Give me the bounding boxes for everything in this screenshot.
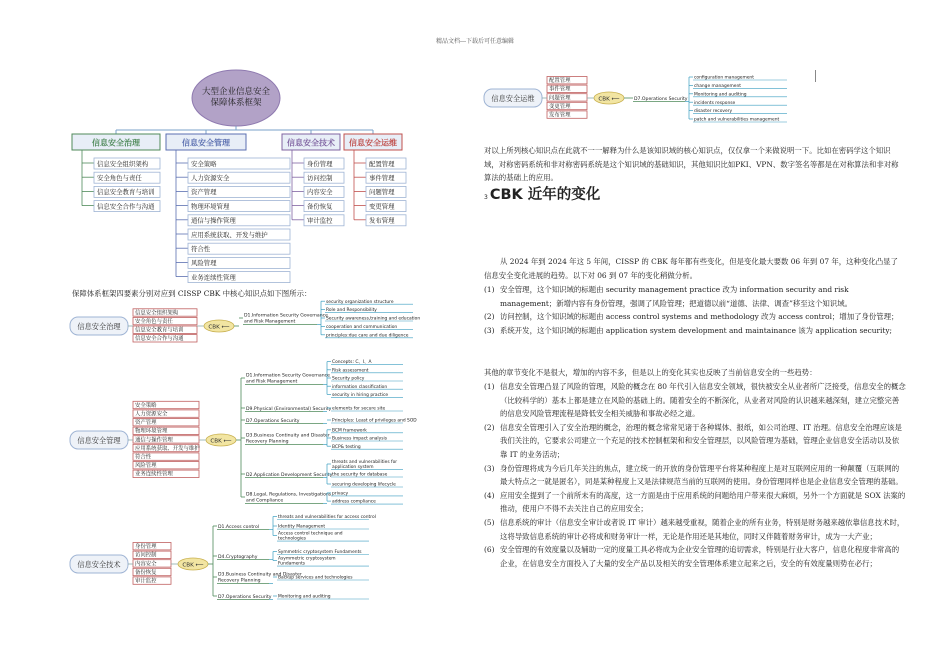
map-item-label: 配置管理 [549, 78, 571, 85]
branch-item-label: 人力资源安全 [191, 174, 230, 183]
change-number: (1) [484, 285, 495, 294]
branch-item-label: 物理环境管理 [191, 202, 230, 211]
branch-item-label: 信息安全教育与培训 [97, 188, 155, 197]
change-number: (2) [484, 312, 495, 322]
trend-text: 信息系统的审计（信息安全审计或者说 IT 审计）越来越受重视，随着企业的所有业务，特别是财务越来越依靠信息技术时，这将导致信息系统的审计必将成和财务审计一样，无论是作用还是其地位，同时又伴随着财务审计，成为一大产业； [500, 517, 905, 541]
knowledge-point: securing developing lifecycle [332, 482, 396, 488]
trend-number: (1) [484, 382, 495, 391]
map-item-label: 人力资源安全 [135, 411, 168, 418]
knowledge-point: change management [694, 84, 741, 89]
cbk-label: CBK ⟵ [182, 562, 204, 569]
knowledge-point: cooperation and communication [326, 325, 398, 330]
trend-item [484, 380, 906, 421]
branch-item-label: 内容安全 [307, 188, 333, 197]
trend-text: 信息安全管理凸显了风险的管理，风险的概念在 80 年代引入信息安全领域，很快被安全从业者所广泛接受，信息安全的概念（比较科学的）基本上都是建立在风险的基础上的。随着安全的不断深化，从业者对风险的认识越来越深刻，建立完整完善的信息安风险管理流程是降低安全相关威胁和事故必经之道。 [500, 382, 906, 419]
knowledge-point: Identity Management [278, 524, 326, 530]
cbk-label: CBK ⟵ [210, 438, 232, 445]
knowledge-point: principles:due care and due diligence [326, 333, 409, 339]
cbk-label: CBK ⟵ [598, 96, 620, 103]
knowledge-point: elements for secure site [332, 406, 386, 412]
branch-item-label: 配置管理 [369, 159, 395, 168]
map-item-label: 事件管理 [549, 86, 571, 93]
branch-item-label: 资产管理 [191, 188, 217, 197]
trend-item [484, 543, 906, 570]
trend-text: 安全管理的有效度量以及辅助一定的度量工具必将成为企业安全管理的追切需求，特别是行业大客户，信息化程度非常高的企业，在信息安全方面投入了大量的安全产品以及相关的安全管理体系建立起来之后，安全的有效度量则势在必行； [500, 545, 900, 568]
knowledge-point: patch and vulnerabilities management [694, 117, 780, 123]
change-item [484, 283, 906, 310]
branch-item-label: 信息安全组织架构 [97, 159, 149, 168]
knowledge-point: disaster recovery [694, 109, 733, 115]
section-heading [484, 189, 600, 205]
knowledge-point: privacy [332, 491, 349, 497]
knowledge-point: address compliance [332, 499, 376, 505]
trend-item [484, 489, 906, 516]
trend-number: (6) [484, 545, 495, 555]
domain-label: D2.Application Development Security [246, 472, 333, 478]
knowledge-point: Risk assessment [332, 368, 369, 374]
branch-title: 信息安全运维 [349, 138, 397, 148]
change-text: 系统开发，这个知识域的标题由 application system development and maintainance 该为 application security; [500, 325, 893, 335]
branch-item-label: 通信与操作管理 [191, 216, 236, 225]
map-item-label: 风险管理 [135, 463, 157, 470]
map-item-label: 发布管理 [549, 112, 571, 119]
domain-label: D1.Information Security Governance and Risk Management [246, 373, 331, 385]
cbk-label: CBK ⟵ [208, 324, 230, 331]
knowledge-point: threats and vulnerabilities for application system [332, 460, 398, 471]
knowledge-point: Symmetric cryptosystem Fundaments [278, 550, 362, 556]
branch-item-label: 访问控制 [307, 174, 333, 183]
change-text: 访问控制，这个知识域的标题由 access control systems and methodology 改为 access control；增加了身份管理； [500, 312, 899, 322]
knowledge-point: incidents response [694, 100, 736, 106]
knowledge-point: security organization structure [326, 299, 394, 305]
change-text: 安全管理，这个知识域的标题由 security management practice 改为 information security and risk management；新增内容有身份管理，强调了风险管理；把道德以前“道德、法律、调查”移至这个知识域。 [500, 285, 852, 308]
branch-title: 信息安全技术 [287, 138, 335, 148]
map-item-label: 符合性 [135, 454, 152, 461]
branch-title: 信息安全治理 [92, 138, 140, 148]
trend-item [484, 421, 906, 462]
map-item-label: 应用系统获取、开发与维护 [135, 445, 200, 452]
domain-label: D8.Legal, Regulations, Investigations and Compliance [246, 492, 332, 504]
knowledge-point: security in hiring practice [332, 393, 389, 398]
knowledge-point: the security for database [332, 472, 388, 478]
map-item-label: 变更管理 [549, 103, 571, 110]
map-item-label: 通信与操作管理 [135, 437, 173, 444]
knowledge-point: Access control technique and technologies [278, 531, 343, 542]
trend-number: (3) [484, 463, 495, 473]
branch-item-label: 发布管理 [369, 216, 395, 225]
knowledge-point: Security awareness,training and education [326, 316, 421, 322]
knowledge-point: Asymmetric cryptosystem Fundaments [278, 556, 336, 567]
map-item-label: 信息安全合作与沟通 [135, 336, 184, 343]
branch-item-label: 审计监控 [307, 216, 333, 225]
framework-root-label: 大型企业信息安全保障体系框架 [201, 87, 271, 108]
change-item [484, 324, 906, 338]
map-item-label: 安全角色与责任 [135, 319, 173, 326]
branch-item-label: 安全角色与责任 [97, 174, 142, 183]
trend-item [484, 516, 906, 543]
map-root-label: 信息安全管理 [77, 436, 121, 445]
map-root-label: 信息安全治理 [77, 322, 121, 331]
trend-number: (5) [484, 517, 495, 527]
trend-text: 应用安全提到了一个前所未有的高度，这一方面是由于应用系统的问题给用户带来很大麻烦，另外一个方面就是 SOX 法案的推动，使用户不得不去关注自己的应用安全； [500, 490, 906, 514]
map-item-label: 身份管理 [135, 544, 157, 551]
branch-item-label: 身份管理 [307, 159, 333, 168]
knowledge-point: Monitoring and auditing [694, 92, 747, 98]
section-number: 3 [484, 194, 488, 201]
change-item [484, 310, 906, 324]
figure-caption: 保障体系框架四要素分别对应到 CISSP CBK 中核心知识点如下图所示： [72, 289, 312, 298]
branch-item-label: 变更管理 [369, 202, 395, 211]
branch-title: 信息安全管理 [182, 138, 230, 148]
knowledge-point: Business impact analysis [332, 436, 388, 442]
domain-label: D4.Cryptography [218, 554, 258, 560]
branch-item-label: 风险管理 [191, 259, 217, 268]
knowledge-point: Role and Responsibility [326, 308, 377, 314]
map-item-label: 备份恢复 [135, 569, 157, 576]
map-root-label: 信息安全运维 [491, 94, 535, 103]
knowledge-point: Principles: Least of privileges and SOD [332, 418, 417, 424]
text-cursor [815, 70, 816, 82]
map-root-label: 信息安全技术 [77, 560, 121, 569]
operations-cbk-map [478, 62, 818, 144]
trend-text: 信息安全管理引入了安全治理的概念，治理的概念常常见诸于各种媒体、报纸，如公司治理、IT 治理。信息安全治理应该是我们关注的，它要求公司建立一个充足的技术控制框架和和安全管理层，以风险管理为基础，管理企业信息安全活动以及依靠 IT 的业务活动； [500, 422, 902, 459]
branch-item-label: 备份恢复 [307, 202, 333, 211]
explanation-paragraph: 对以上所列核心知识点在此就不一一解释为什么是该知识域的核心知识点，仅仅拿一个来做说明一下。比如在密码学这个知识域，对称密码系统和非对称密码系统是这个知识域的基础知识，其他知识比如PKI、VPN、数字签名等都是在对称算法和非对称算法的基础上的应用。 [484, 146, 899, 183]
trend-number: (2) [484, 422, 495, 432]
map-item-label: 物理环境管理 [135, 428, 168, 435]
branch-item-label: 问题管理 [369, 188, 395, 197]
branch-item-label: 事件管理 [369, 174, 395, 183]
domain-label: D7.Operations Security [218, 594, 272, 600]
domain-label: D1.Information Security Governance and Risk Management [244, 313, 329, 325]
domain-label: D7.Operations Security [634, 96, 688, 102]
map-item-label: 资产管理 [135, 420, 157, 427]
page-header: 精品文档---下载后可任意编辑 [435, 38, 515, 45]
domain-label: D7.Operations Security [246, 418, 300, 424]
trend-number: (4) [484, 490, 495, 500]
map-item-label: 信息安全教育与培训 [135, 327, 184, 334]
knowledge-point: Security policy [332, 376, 365, 382]
intro-paragraph: 从 2024 年到 2024 年这 5 年间，CISSP 的 CBK 每年都有些变化，但是变化最大要数 06 年到 07 年，这种变化凸显了信息安全变化进展的趋势。以下对 06 到 07 年的变化稍做分析。 [484, 257, 898, 280]
knowledge-point: threats and vulnerabilities for access control [278, 515, 376, 521]
knowledge-point: Monitoring and auditing [278, 594, 331, 600]
branch-item-label: 业务连续性管理 [191, 273, 236, 282]
branch-item-label: 安全策略 [191, 159, 217, 168]
section-title: CBK 近年的变化 [489, 187, 601, 203]
map-item-label: 访问控制 [135, 552, 157, 559]
knowledge-point: information classification [332, 384, 388, 390]
knowledge-point: Backup services and technologies [278, 575, 353, 581]
branch-item-label: 信息安全合作与沟通 [97, 202, 155, 211]
knowledge-point: BCP& testing [332, 444, 361, 450]
domain-label: D9.Physical (Environmental) Security [246, 406, 332, 412]
domain-label: D3.Business Continuity and Disaster Recovery Planning [246, 433, 330, 445]
branch-item-label: 应用系统获取、开发与维护 [191, 230, 268, 239]
trend-list [484, 380, 906, 570]
change-number: (3) [484, 325, 495, 335]
trend-text: 身份管理将成为今后几年关注的焦点，建立统一的开放的身份管理平台将某种程度上是对互联网应用的一种颠覆（互联网的最大特点之一就是匿名），同是某种程度上又是法律规范当前的互联网的使用。身份管理同样也是企业信息安全管理的基础。 [500, 463, 903, 487]
map-item-label: 安全策略 [135, 402, 157, 409]
map-item-label: 业务连续性管理 [135, 471, 173, 478]
trend-item [484, 462, 906, 489]
map-item-label: 审计监控 [135, 578, 157, 585]
knowledge-point: configuration management [694, 75, 754, 81]
trend-paragraph: 其他的章节变化不是很大，增加的内容不多，但是以上的变化其实也反映了当前信息安全的一些趋势： [484, 368, 817, 377]
knowledge-point: Concepts: C、I、A [332, 360, 372, 366]
domain-label: D3.Business Continuity and Disaster Recovery Planning [218, 572, 302, 584]
map-item-label: 问题管理 [549, 95, 571, 102]
domain-label: D1.Access control [218, 524, 260, 530]
branch-item-label: 符合性 [191, 245, 211, 254]
change-list [484, 283, 906, 337]
map-item-label: 信息安全组织架构 [135, 310, 179, 317]
knowledge-point: BCM framework [332, 428, 367, 434]
map-item-label: 内容安全 [135, 561, 157, 568]
